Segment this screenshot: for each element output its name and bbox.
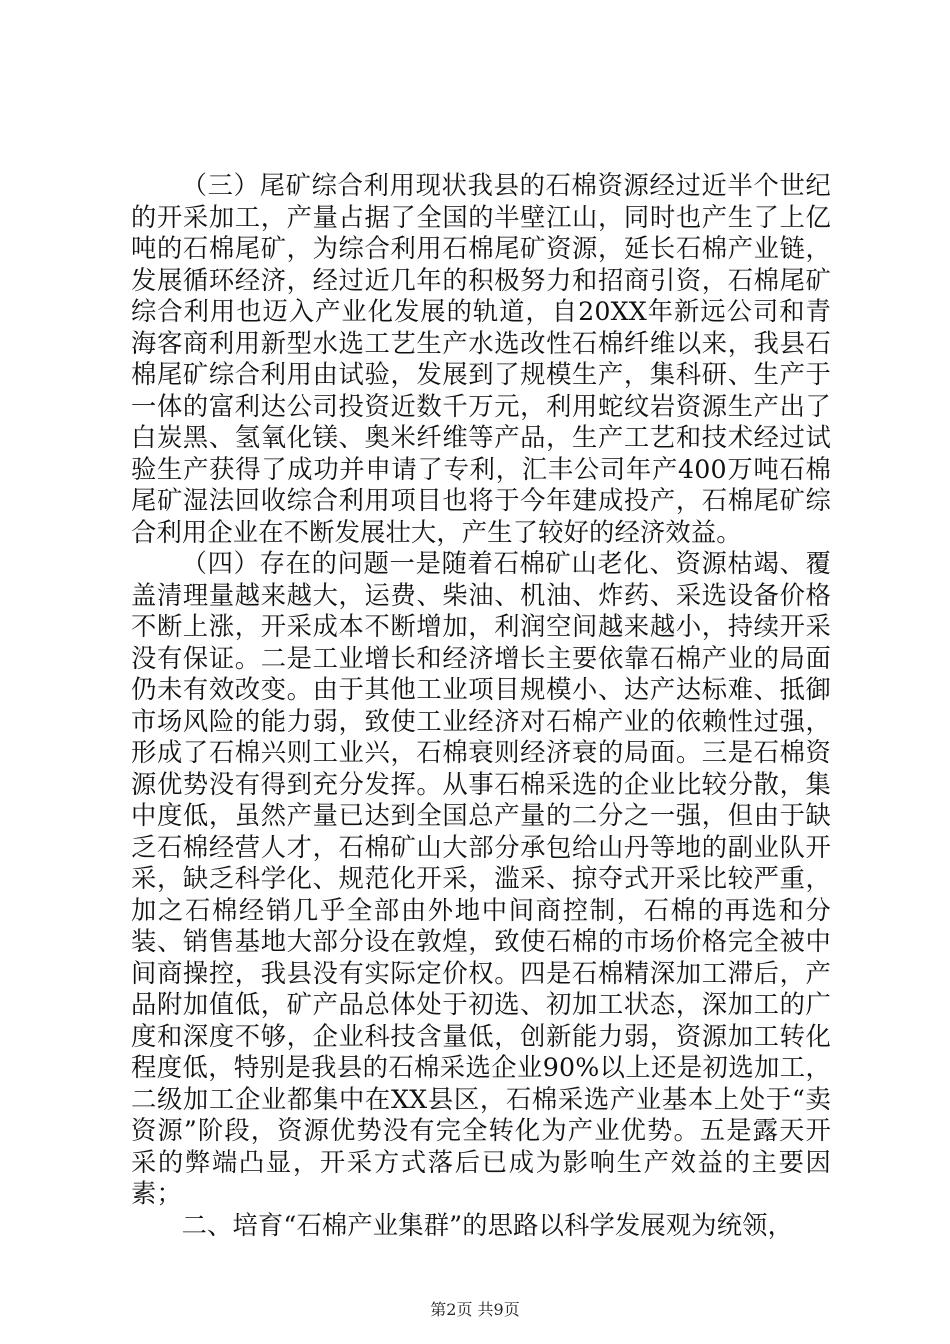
paragraph-industry-cluster-approach: 二、培育“石棉产业集群”的思路以科学发展观为统领， — [181, 1210, 794, 1240]
paragraph-existing-problems: （四）存在的问题一是随着石棉矿山老化、资源枯竭、覆盖清理量越来越大，运费、柴油、机油、炸药、采选设备价格不断上涨，开采成本不断增加，利润空间越来越小，持续开采没有保证。二是工业增长和经济增长主要依靠石棉产业的局面仍未有效改变。由于其他工业项目规模小、达产达标难、抵御市场风险的能力弱，致使工业经济对石棉产业的依赖性过强，形成了石棉兴则工业兴，石棉衰则经济衰的局面。三是石棉资源优势没有得到充分发挥。从事石棉采选的企业比较分散，集中度低，虽然产量已达到全国总产量的二分之一强，但由于缺乏石棉经营人才，石棉矿山大部分承包给山丹等地的副业队开采，缺乏科学化、规范化开采，滥采、掠夺式开采比较严重，加之石棉经销几乎全部由外地中间商控制，石棉的再选和分装、销售基地大部分设在敦煌，致使石棉的市场价格完全被中间商操控，我县没有实际定价权。四是石棉精深加工滞后，产品附加值低，矿产品总体处于初选、初加工状态，深加工的广度和深度不够，企业科技含量低，创新能力弱，资源加工转化程度低，特别是我县的石棉采选企业90%以上还是初选加工，二级加工企业都集中在XX县区，石棉采选产业基本上处于“卖资源”阶段，资源优势没有完全转化为产业优势。五是露天开采的弊端凸显，开采方式落后已成为影响生产效益的主要因素； — [131, 549, 831, 1208]
page-footer: 第2页 共9页 — [430, 1300, 520, 1319]
paragraph-tailings-utilization: （三）尾矿综合利用现状我县的石棉资源经过近半个世纪的开采加工，产量占据了全国的半壁江山，同时也产生了上亿吨的石棉尾矿，为综合利用石棉尾矿资源，延长石棉产业链，发展循环经济，经过近几年的积极努力和招商引资，石棉尾矿综合利用也迈入产业化发展的轨道，自20XX年新远公司和青海客商利用新型水选工艺生产水选改性石棉纤维以来，我县石棉尾矿综合利用由试验，发展到了规模生产，集科研、生产于一体的富利达公司投资近数千万元，利用蛇纹岩资源生产出了白炭黑、氢氧化镁、奥米纤维等产品，生产工艺和技术经过试验生产获得了成功并申请了专利，汇丰公司年产400万吨石棉尾矿湿法回收综合利用项目也将于今年建成投产，石棉尾矿综合利用企业在不断发展壮大，产生了较好的经济效益。 — [131, 171, 831, 547]
document-body — [131, 170, 831, 1241]
